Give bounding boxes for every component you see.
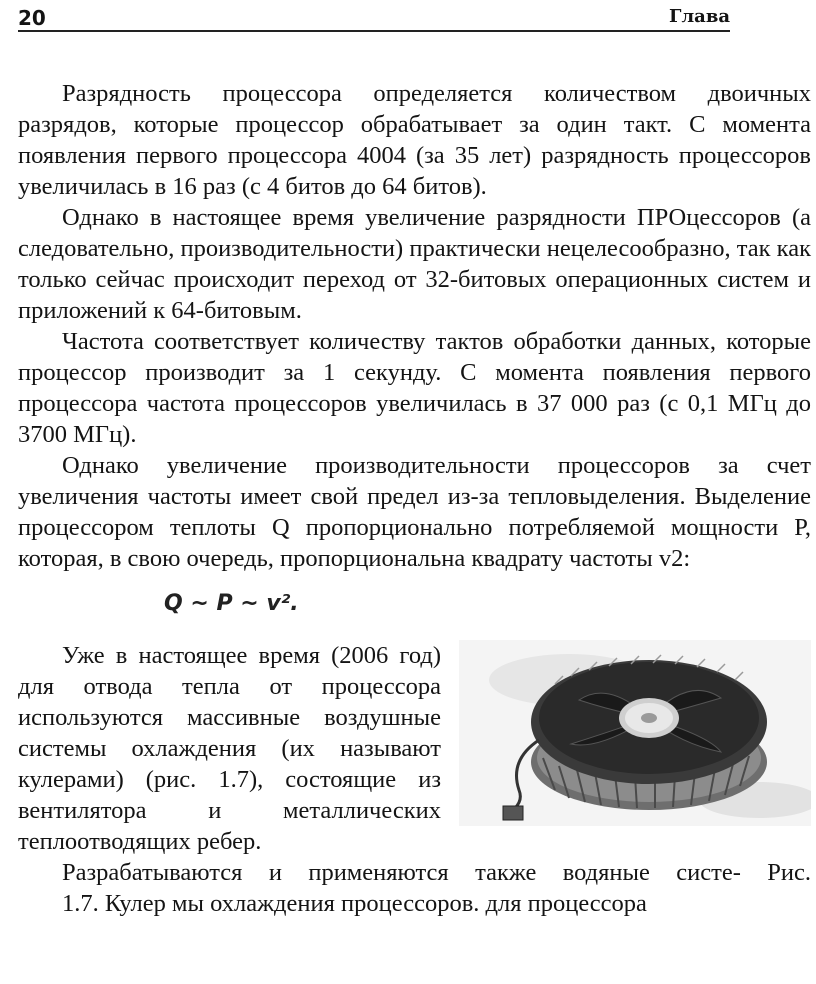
figure-caption: 1.7. Кулер мы охлаждения процессоров. для процессора [62,890,647,917]
chapter-title: Глава [669,6,730,27]
page-number: 20 [18,6,46,30]
formula: Q ~ P ~ v². [164,591,299,616]
paragraph-cooler: Уже в настоящее время (2006 год) для отвода тепла от процессора используются массивные воздушные системы охлаждения (их называют кулерами) (рис. 1.7), состоящие из вентилятора и металлических теплоотводящих ребер. [18,642,441,855]
paragraph-bit-width: Разрядность процессора определяется количеством двоичных разрядов, которые процессор обрабатывает за один такт. С момента появления первого процессора 4004 (за 35 лет) разрядность процессоров увеличилась в 16 раз (с 4 битов до 64 битов). [18,80,811,200]
paragraph-water-cooling: Разрабатываются и применяются также водяные систе- Рис. [62,859,811,886]
paragraph-heat: Однако увеличение производительности процессоров за счет увеличения частоты имеет свой предел из-за тепловыделения. Выделение процессором теплоты Q пропорционально потребляемой мощности Р, которая, в свою очередь, пропорциональна квадрату частоты v2: [18,452,811,572]
header-rule [18,30,730,32]
body-text [18,78,811,919]
paragraph-bit-width-limit: Однако в настоящее время увеличение разрядности ПРОцессоров (а следовательно, производительности) практически нецелесообразно, так как только сейчас происходит переход от 32-битовых операционных систем и приложений к 64-битовым. [18,204,811,324]
paragraph-frequency: Частота соответствует количеству тактов обработки данных, которые процессор производит за 1 секунду. С момента появления первого процессора частота процессоров увеличилась в 37 000 раз (с 0,1 МГц до 3700 МГц). [18,328,811,448]
page-header [18,4,730,30]
cooler-figure [459,640,811,826]
cpu-cooler-photo-icon [459,640,811,826]
